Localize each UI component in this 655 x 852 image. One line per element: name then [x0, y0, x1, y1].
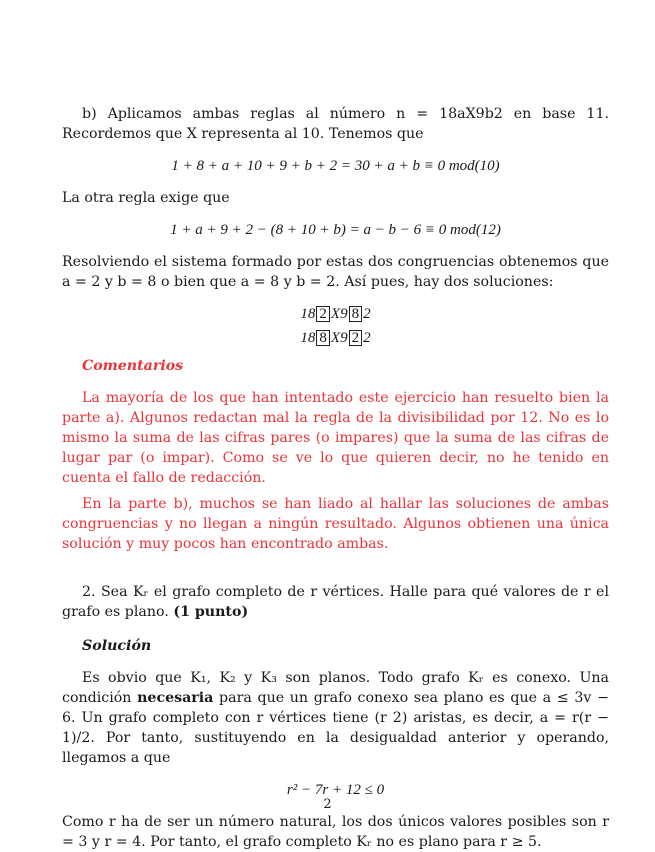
solution-title: Solución: [82, 638, 152, 654]
solution-two: 18 8 X9 2 2: [300, 330, 371, 346]
equation-mod-12: 1 + a + 9 + 2 − (8 + 10 + b) = a − b − 6 ≡ 0 mod(12): [170, 222, 501, 238]
boxed-digit: 2: [316, 306, 330, 322]
necessary-bold: necesaria: [137, 690, 214, 706]
other-rule-text: La otra regla exige que: [62, 190, 230, 206]
quadratic-inequality: r² − 7r + 12 ≤ 0: [286, 782, 385, 798]
boxed-digit: 8: [316, 330, 330, 346]
boxed-digit: 2: [349, 330, 363, 346]
page-number: 2: [323, 797, 332, 812]
comments-paragraph-2: En la parte b), muchos se han liado al hallar las soluciones de ambas congruencias y no llegan a ningún resultado. Algunos obtienen una única solución y muy pocos han encontrado ambas.: [62, 496, 609, 552]
problem-2-statement: 2. Sea Kᵣ el grafo completo de r vértices. Halle para qué valores de r el grafo es plano. (1 punto): [62, 584, 609, 620]
comments-title: Comentarios: [82, 358, 184, 374]
resolve-text: Resolviendo el sistema formado por estas dos congruencias obtenemos que a = 2 y b = 8 o bien que a = 8 y b = 2. Así pues, hay dos soluciones:: [62, 254, 609, 290]
page-content: [62, 104, 609, 852]
equation-mod-10: 1 + 8 + a + 10 + 9 + b + 2 = 30 + a + b ≡ 0 mod(10): [171, 158, 500, 174]
points-label: (1 punto): [173, 604, 249, 620]
part-b-intro: b) Aplicamos ambas reglas al número n = 18aX9b2 en base 11. Recordemos que X representa al 10. Tenemos que: [62, 106, 609, 142]
solution-paragraph-1: Es obvio que K₁, K₂ y K₃ son planos. Todo grafo Kᵣ es conexo. Una condición necesaria para que un grafo conexo sea plano es que a ≤ 3v − 6. Un grafo completo con r vértices tiene (r 2) aristas, es decir, a = r(r − 1)/2. Por tanto, sustituyendo en la desigualdad anterior y operando, llegamos a que: [62, 670, 609, 766]
solution-paragraph-2: Como r ha de ser un número natural, los dos únicos valores posibles son r = 3 y r = 4. Por tanto, el grafo completo Kᵣ no es plano para r ≥ 5.: [62, 814, 609, 850]
boxed-digit: 8: [349, 306, 363, 322]
comments-paragraph-1: La mayoría de los que han intentado este ejercicio han resuelto bien la parte a). Algunos redactan mal la regla de la divisibilidad por 12. No es lo mismo la suma de las cifras pares (o impares) que la suma de las cifras de lugar par (o impar). Como se ve lo que quieren decir, no he tenido en cuenta el fallo de redacción.: [62, 390, 609, 486]
solution-one: 18 2 X9 8 2: [300, 306, 371, 322]
